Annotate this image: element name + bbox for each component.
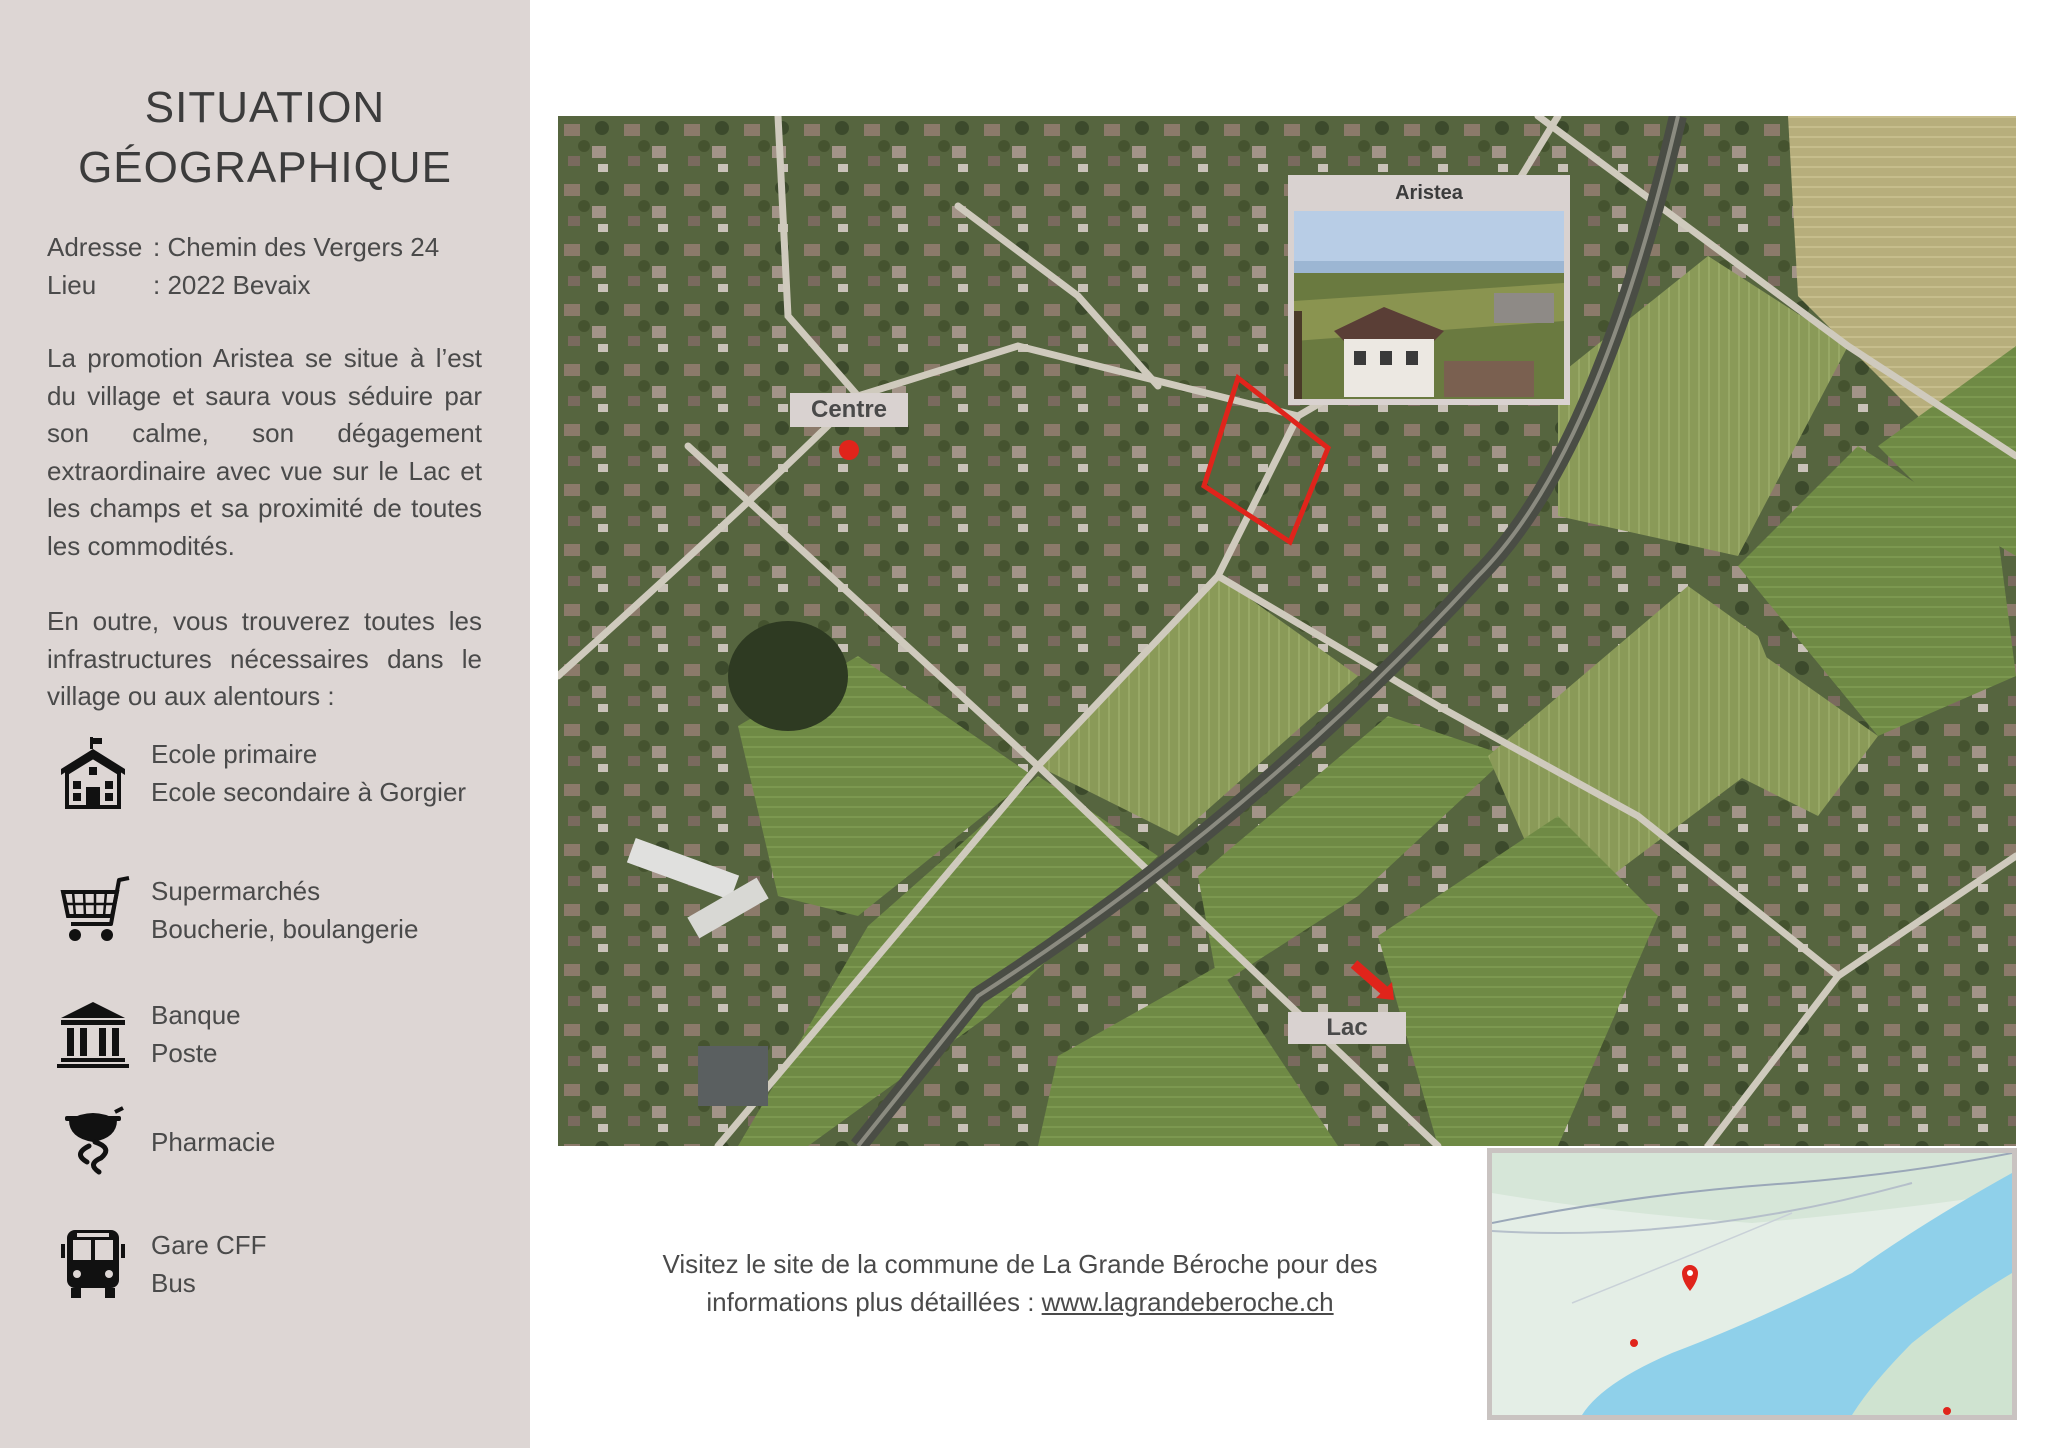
amenity-transport-line2: Bus — [151, 1268, 196, 1298]
shopping-cart-icon — [55, 872, 131, 948]
amenity-pharmacy-line1: Pharmacie — [151, 1127, 276, 1157]
infrastructure-paragraph: En outre, vous trouverez toutes les infrastructures nécessaires dans le village ou aux alentours : — [47, 606, 482, 711]
aristea-photo — [1294, 211, 1564, 399]
address-value: : Chemin des Vergers 24 — [153, 232, 440, 262]
amenity-transport — [55, 1226, 267, 1302]
commune-website-link[interactable]: www.lagrandeberoche.ch — [1041, 1287, 1334, 1317]
aristea-label: Aristea — [1395, 182, 1463, 204]
amenity-shopping-line2: Boucherie, boulangerie — [151, 914, 419, 944]
aerial-photo — [558, 116, 2016, 1146]
pharmacy-icon — [55, 1104, 131, 1180]
bank-icon — [55, 996, 131, 1072]
amenity-school-line2: Ecole secondaire à Gorgier — [151, 777, 467, 807]
aristea-photo-callout — [1288, 175, 1570, 405]
place-value: : 2022 Bevaix — [153, 270, 311, 300]
centre-label: Centre — [790, 393, 908, 427]
visit-text-line2: informations plus détaillées : — [706, 1287, 1035, 1317]
amenity-bank-line2: Poste — [151, 1038, 218, 1068]
school-icon — [55, 735, 131, 811]
intro-paragraph: La promotion Aristea se situe à l’est du village et saura vous séduire par son calme, son dégagement extraordinaire avec vue sur le Lac et les champs et sa proximité de toutes les commodités. — [47, 343, 482, 561]
visit-text-line1: Visitez le site de la commune de La Grande Béroche pour des — [662, 1249, 1378, 1279]
regional-inset-map — [1487, 1148, 2017, 1420]
amenity-shopping — [55, 872, 418, 948]
amenity-school-line1: Ecole primaire — [151, 739, 318, 769]
place-label: Lieu — [47, 270, 97, 300]
info-sidebar — [0, 0, 530, 1448]
address-block — [47, 228, 439, 304]
title-line-2: GÉOGRAPHIQUE — [78, 143, 452, 192]
amenity-bank-line1: Banque — [151, 1000, 241, 1030]
amenity-school — [55, 735, 466, 811]
amenity-pharmacy — [55, 1104, 275, 1180]
regional-map — [1492, 1153, 2012, 1415]
bus-icon — [55, 1226, 131, 1302]
amenity-shopping-line1: Supermarchés — [151, 876, 321, 906]
address-label: Adresse — [47, 232, 143, 262]
amenity-bank — [55, 996, 241, 1072]
visit-website-text — [620, 1245, 1420, 1321]
lac-label: Lac — [1288, 1012, 1406, 1044]
aerial-map — [558, 116, 2016, 1146]
amenity-transport-line1: Gare CFF — [151, 1230, 267, 1260]
title-line-1: SITUATION — [144, 83, 386, 132]
centre-marker — [839, 440, 859, 460]
page-title — [0, 78, 530, 198]
